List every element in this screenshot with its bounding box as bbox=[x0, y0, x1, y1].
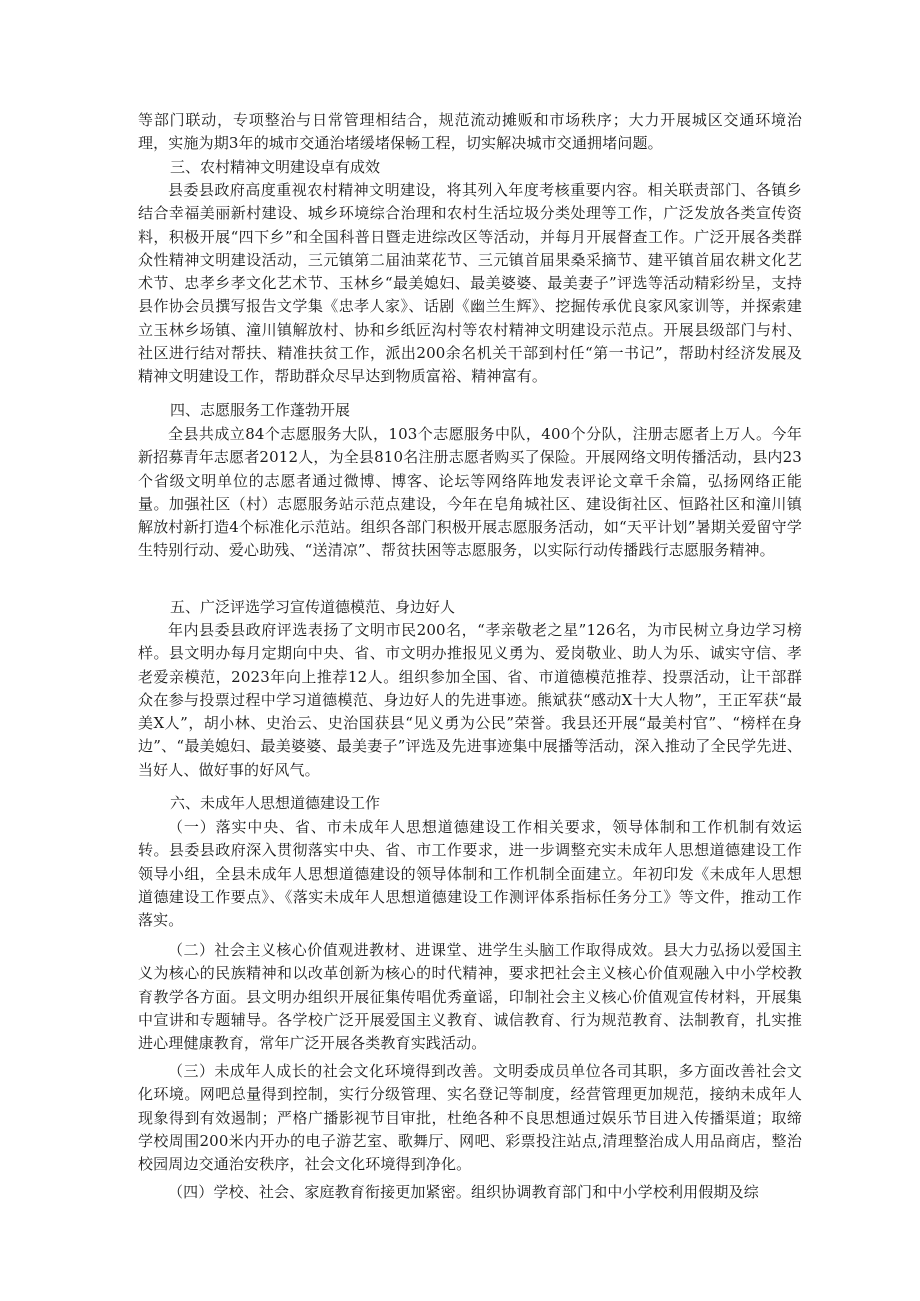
section-heading-5: 五、广泛评选学习宣传道德模范、身边好人 bbox=[170, 598, 456, 616]
paragraph-continuation: 等部门联动，专项整治与日常管理相结合，规范流动摊贩和市场秩序；大力开展城区交通环境治理，实施为期3年的城市交通治堵缓堵保畅工程，切实解决城市交通拥堵问题。 bbox=[138, 111, 802, 153]
paragraph-minors-item-3: （三）未成年人成长的社会文化环境得到改善。文明委成员单位各司其职，多方面改善社会文化环境。网吧总量得到控制，实行分级管理、实名登记等制度，经营管理更加规范，接纳未成年人现象得到有效遏制；严格广播影视节目审批，杜绝各种不良思想通过娱乐节目进入传播渠道；取缔学校周围200米内开办的电子游艺室、歌舞厅、网吧、彩票投注站点,清理整治成人用品商店，整治校园周边交通治安秩序，社会文化环境得到净化。 bbox=[138, 1062, 802, 1174]
section-heading-4: 四、志愿服务工作蓬勃开展 bbox=[170, 401, 351, 419]
paragraph-minors-item-4: （四）学校、社会、家庭教育衔接更加紧密。组织协调教育部门和中小学校利用假期及综 bbox=[168, 1183, 759, 1201]
paragraph-moral-models: 年内县委县政府评选表扬了文明市民200名，“孝亲敬老之星”126名，为市民树立身边学习榜样。县文明办每月定期向中央、省、市文明办推报见义勇为、爱岗敬业、助人为乐、诚实守信、孝老爱亲模范，2023年向上推荐12人。组织参加全国、省、市道德模范推荐、投票活动，让干部群众在参与投票过程中学习道德模范、身边好人的先进事迹。熊斌获“感动X十大人物”，王正军获“最美X人”，胡小林、史治云、史治国获县“见义勇为公民”荣誉。我县还开展“最美村官”、“榜样在身边”、“最美媳妇、最美婆婆、最美妻子”评选及先进事迹集中展播等活动，深入推动了全民学先进、当好人、做好事的好风气。 bbox=[138, 621, 802, 779]
section-heading-6: 六、未成年人思想道德建设工作 bbox=[170, 794, 381, 812]
section-heading-3: 三、农村精神文明建设卓有成效 bbox=[170, 158, 381, 176]
paragraph-minors-item-2: （二）社会主义核心价值观进教材、进课堂、进学生头脑工作取得成效。县大力弘扬以爱国主义为核心的民族精神和以改革创新为核心的时代精神，要求把社会主义核心价值观融入中小学校教育教学各方面。县文明办组织开展征集传唱优秀童谣，印制社会主义核心价值观宣传材料，开展集中宣讲和专题辅导。各学校广泛开展爱国主义教育、诚信教育、行为规范教育、法制教育，扎实推进心理健康教育，常年广泛开展各类教育实践活动。 bbox=[138, 941, 802, 1053]
paragraph-minors-item-1: （一）落实中央、省、市未成年人思想道德建设工作相关要求，领导体制和工作机制有效运转。县委县政府深入贯彻落实中央、省、市工作要求，进一步调整充实未成年人思想道德建设工作领导小组，全县未成年人思想道德建设的领导体制和工作机制全面建立。年初印发《未成年人思想道德建设工作要点》、《落实未成年人思想道德建设工作测评体系指标任务分工》等文件，推动工作落实。 bbox=[138, 818, 802, 930]
paragraph-volunteer-service: 全县共成立84个志愿服务大队，103个志愿服务中队，400个分队，注册志愿者上万人。今年新招募青年志愿者2012人，为全县810名注册志愿者购买了保险。开展网络文明传播活动，县内23个省级文明单位的志愿者通过微博、博客、论坛等网络阵地发表评论文章千余篇，弘扬网络正能量。加强社区（村）志愿服务站示范点建设，今年在皂角城社区、建设街社区、恒路社区和潼川镇解放村新打造4个标准化示范站。组织各部门积极开展志愿服务活动，如“天平计划”暑期关爱留守学生特别行动、爱心助残、“送清凉”、帮贫扶困等志愿服务，以实际行动传播践行志愿服务精神。 bbox=[138, 425, 802, 560]
paragraph-rural-civilization: 县委县政府高度重视农村精神文明建设，将其列入年度考核重要内容。相关联责部门、各镇乡结合幸福美丽新村建设、城乡环境综合治理和农村生活垃圾分类处理等工作，广泛发放各类宣传资料，积极开展“四下乡”和全国科普日暨走进综改区等活动，并每月开展督查工作。广泛开展各类群众性精神文明建设活动，三元镇第二届油菜花节、三元镇首届果桑采摘节、建平镇首届农耕文化艺术节、忠孝乡孝文化艺术节、玉林乡“最美媳妇、最美婆婆、最美妻子”评选等活动精彩纷呈，支持县作协会员撰写报告文学集《忠孝人家》、话剧《幽兰生辉》、挖掘传承优良家风家训等，并探索建立玉林乡场镇、潼川镇解放村、协和乡纸匠沟村等农村精神文明建设示范点。开展县级部门与村、社区进行结对帮扶、精准扶贫工作，派出200余名机关干部到村任“第一书记”，帮助村经济发展及精神文明建设工作，帮助群众尽早达到物质富裕、精神富有。 bbox=[138, 181, 802, 386]
